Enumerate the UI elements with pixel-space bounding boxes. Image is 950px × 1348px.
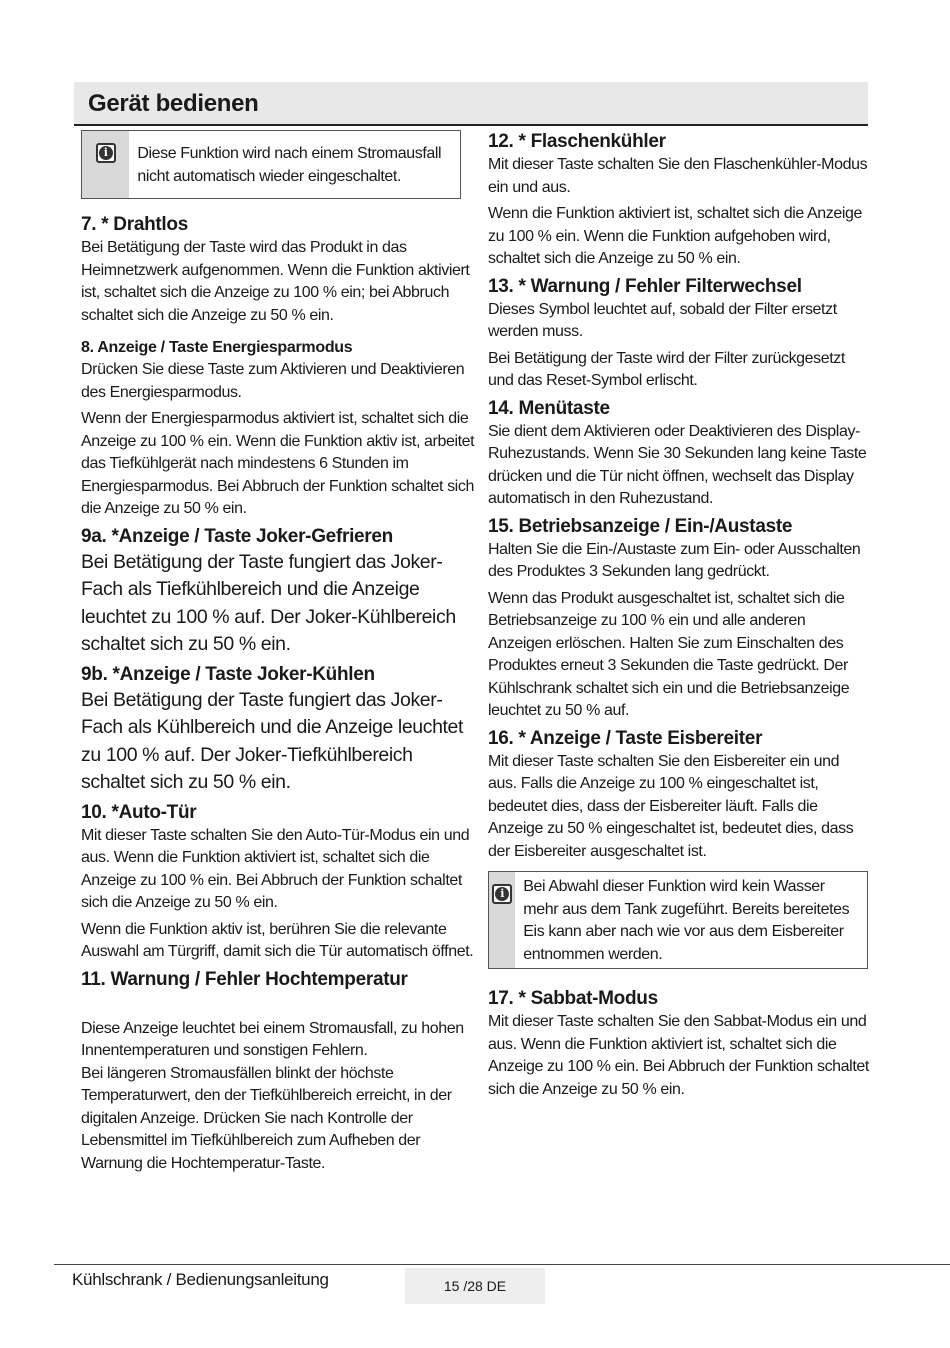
note-text: Bei Abwahl dieser Funktion wird kein Wasser mehr aus dem Tank zugeführt. Bereits bereitetes Eis kann aber nach wie vor aus dem Eisbereiter entnommen werden. xyxy=(523,878,850,963)
paragraph: Mit dieser Taste schalten Sie den Auto-Tür-Modus ein und aus. Wenn die Funktion aktiviert ist, schaltet sich die Anzeige zu 100 % ein. Bei Abbruch der Funktion schaltet sich die Anzeige zu 50 % ein. xyxy=(81,826,470,911)
info-icon: i xyxy=(492,884,512,904)
paragraph: Bei Betätigung der Taste wird das Produkt in das Heimnetzwerk aufgenommen. Wenn die Funktion aktiviert ist, schaltet sich die Anzeige zu 100 % ein; bei Abbruch schaltet sich die Anzeige zu 50 % ein. xyxy=(81,239,470,324)
info-note xyxy=(488,871,868,969)
section-header xyxy=(74,82,868,126)
paragraph: Wenn das Produkt ausgeschaltet ist, schaltet sich die Betriebsanzeige zu 100 % ein und alle anderen Anzeigen erlöschen. Halten Sie zum Einschalten des Produktes erneut 3 Sekunden die Taste gedrückt. Der Kühlschrank schaltet sich ein und die Betriebsanzeige leuchtet zu 50 % auf. xyxy=(488,589,850,719)
paragraph: Drücken Sie diese Taste zum Aktivieren und Deaktivieren des Energiesparmodus. xyxy=(81,361,465,401)
heading-filterwechsel: 13. * Warnung / Fehler Filterwechsel xyxy=(488,275,802,297)
heading-betriebsanzeige: 15. Betriebsanzeige / Ein-/Austaste xyxy=(488,515,793,537)
page-number: 15 /28 DE xyxy=(405,1268,545,1304)
paragraph: Wenn die Funktion aktiv ist, berühren Sie die relevante Auswahl am Türgriff, damit sich die Tür automatisch öffnet. xyxy=(81,920,474,960)
paragraph: Mit dieser Taste schalten Sie den Flaschenkühler-Modus ein und aus. xyxy=(488,156,868,196)
heading-hochtemperatur: 11. Warnung / Fehler Hochtemperatur xyxy=(81,968,408,990)
paragraph: Mit dieser Taste schalten Sie den Sabbat-Modus ein und aus. Wenn die Funktion aktiviert ist, schaltet sich die Anzeige zu 100 % ein. Bei Abbruch der Funktion schaltet sich die Anzeige zu 50 % ein. xyxy=(488,1013,869,1098)
paragraph: Sie dient dem Aktivieren oder Deaktivieren des Display-Ruhezustands. Wenn Sie 30 Sekunden lang keine Taste drücken und die Tür nicht öffnen, wechselt das Display automatisch in den Ruhezustand. xyxy=(488,422,867,507)
paragraph: Halten Sie die Ein-/Austaste zum Ein- oder Ausschalten des Produktes 3 Sekunden lang gedrückt. xyxy=(488,540,861,580)
info-note xyxy=(81,130,461,199)
heading-flaschenkuehler: 12. * Flaschenkühler xyxy=(488,131,666,152)
heading-menuetaste: 14. Menütaste xyxy=(488,397,610,419)
heading-joker-gefrieren: 9a. *Anzeige / Taste Joker-Gefrieren xyxy=(81,525,393,547)
info-icon: i xyxy=(96,143,116,163)
paragraph: Dieses Symbol leuchtet auf, sobald der Filter ersetzt werden muss. xyxy=(488,300,837,340)
paragraph: Bei längeren Stromausfällen blinkt der höchste Temperaturwert, den der Tiefkühlbereich erreicht, in der digitalen Anzeige. Drücken Sie nach Kontrolle der Lebensmittel im Tiefkühlbereich zum Aufheben der Warnung die Hochtemperatur-Taste. xyxy=(81,1064,452,1172)
heading-auto-tuer: 10. *Auto-Tür xyxy=(81,801,197,823)
note-text: Diese Funktion wird nach einem Stromausfall nicht automatisch wieder eingeschaltet. xyxy=(137,145,442,185)
right-column xyxy=(488,130,870,1105)
paragraph: Bei Betätigung der Taste fungiert das Joker-Fach als Kühlbereich und die Anzeige leuchtet zu 100 % auf. Der Joker-Tiefkühlbereich schaltet sich zu 50 % ein. xyxy=(81,688,464,793)
heading-drahtlos: 7. * Drahtlos xyxy=(81,214,188,235)
heading-sabbat-modus: 17. * Sabbat-Modus xyxy=(488,988,658,1009)
paragraph: Bei Betätigung der Taste fungiert das Joker-Fach als Tiefkühlbereich und die Anzeige leuchtet zu 100 % auf. Der Joker-Kühlbereich schaltet sich zu 50 % ein. xyxy=(81,550,456,655)
left-column xyxy=(81,130,479,1179)
paragraph: Wenn der Energiesparmodus aktiviert ist, schaltet sich die Anzeige zu 100 % ein. Wenn die Funktion aktiv ist, arbeitet das Tiefkühlgerät nach mindestens 6 Stunden im Energiesparmodus. Bei Abbruch der Funktion schaltet sich die Anzeige zu 50 % ein. xyxy=(81,410,475,517)
paragraph: Wenn die Funktion aktiviert ist, schaltet sich die Anzeige zu 100 % ein. Wenn die Funktion aufgehoben wird, schaltet sich die Anzeige zu 50 % ein. xyxy=(488,205,863,267)
footer-title: Kühlschrank / Bedienungsanleitung xyxy=(72,1270,329,1289)
footer-divider xyxy=(54,1264,950,1265)
heading-joker-kuehlen: 9b. *Anzeige / Taste Joker-Kühlen xyxy=(81,663,375,685)
paragraph: Mit dieser Taste schalten Sie den Eisbereiter ein und aus. Falls die Anzeige zu 100 % eingeschaltet ist, bedeutet dies, dass der Eisbereiter läuft. Falls die Anzeige zu 50 % eingeschaltet ist, bedeutet dies, dass der Eisbereiter ausgeschaltet ist. xyxy=(488,752,854,860)
heading-energiesparmodus: 8. Anzeige / Taste Energiesparmodus xyxy=(81,339,353,356)
heading-eisbereiter: 16. * Anzeige / Taste Eisbereiter xyxy=(488,727,763,749)
paragraph: Diese Anzeige leuchtet bei einem Stromausfall, zu hohen Innentemperaturen und sonstigen Fehlern. xyxy=(81,1019,464,1059)
page-title: Gerät bedienen xyxy=(88,90,259,117)
paragraph: Bei Betätigung der Taste wird der Filter zurückgesetzt und das Reset-Symbol erlischt. xyxy=(488,349,845,389)
